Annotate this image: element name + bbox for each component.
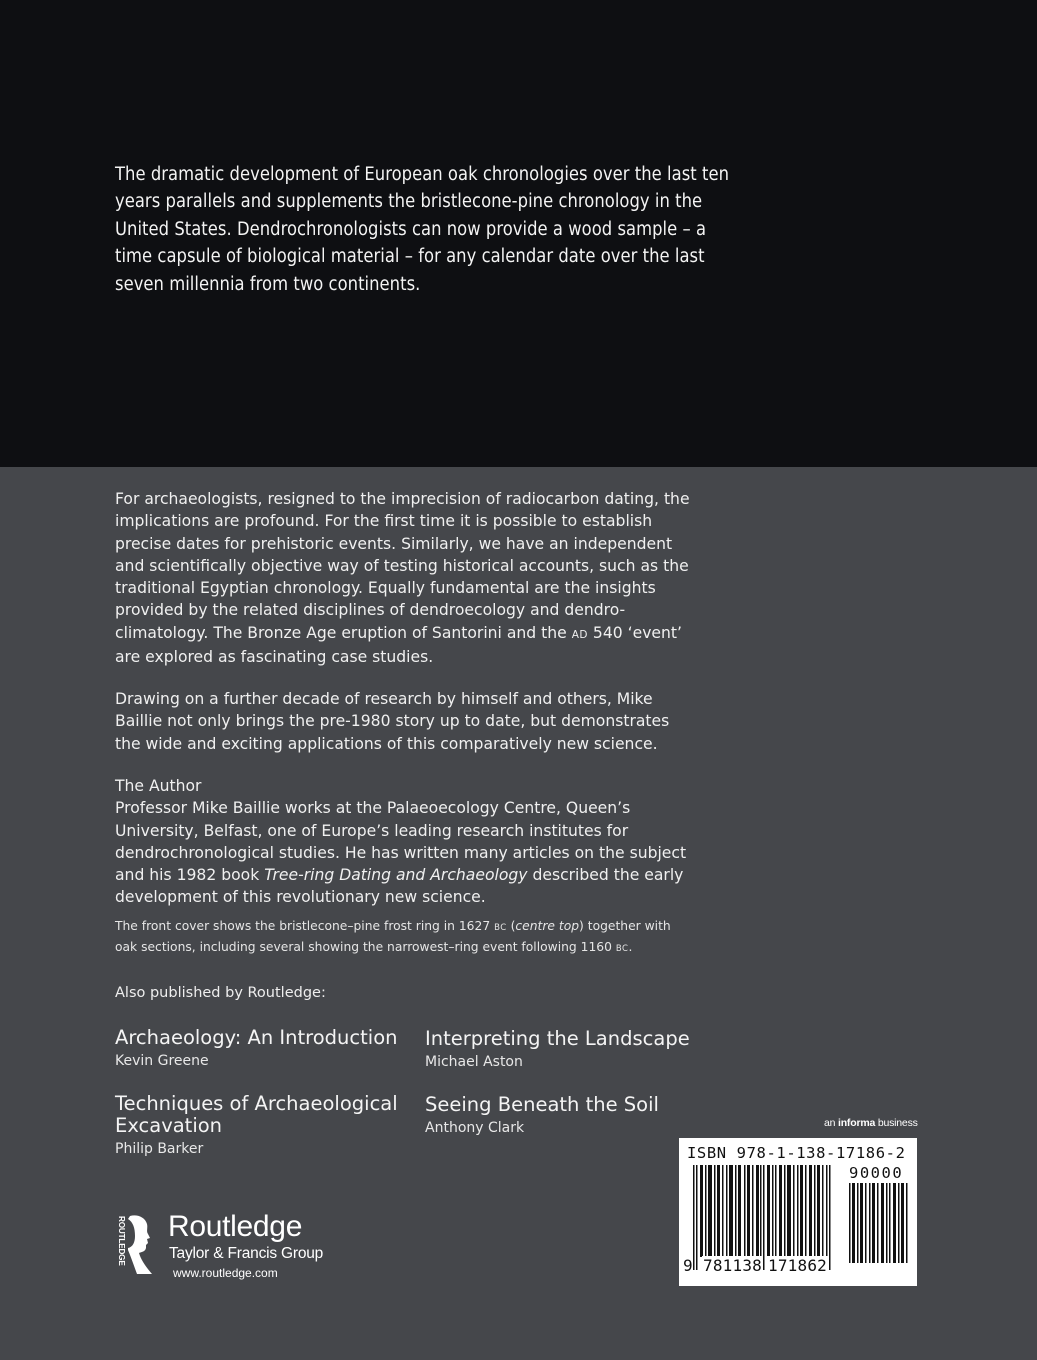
title-line: Interpreting the Landscape bbox=[425, 1027, 690, 1050]
ean13-bars-icon bbox=[693, 1165, 831, 1270]
related-book-title bbox=[115, 1027, 415, 1049]
text-line bbox=[115, 917, 715, 938]
text-fragment: 540 ‘event’ bbox=[587, 623, 682, 642]
author-bio bbox=[115, 775, 715, 909]
cover-credit bbox=[115, 917, 715, 958]
related-book-title bbox=[425, 1028, 725, 1050]
text-fragment: an bbox=[824, 1117, 838, 1129]
era-small-caps: BC bbox=[615, 943, 629, 954]
text-line: University, Belfast, one of Europe’s leading research institutes for bbox=[115, 821, 629, 840]
description-paragraph-2 bbox=[115, 688, 715, 755]
top-dark-panel bbox=[0, 0, 1037, 467]
routledge-logo bbox=[113, 1210, 343, 1285]
text-fragment: . bbox=[628, 939, 633, 954]
lead-line: years parallels and supplements the bristlecone-pine chronology in the bbox=[115, 191, 703, 213]
lead-line: seven millennia from two continents. bbox=[115, 273, 421, 295]
addon-bars-icon bbox=[849, 1183, 909, 1263]
svg-text:ROUTLEDGE: ROUTLEDGE bbox=[117, 1216, 126, 1266]
also-published-heading: Also published by Routledge: bbox=[115, 985, 326, 1001]
lead-line: The dramatic development of European oak chronologies over the last ten bbox=[115, 164, 729, 185]
related-book-author: Philip Barker bbox=[115, 1141, 204, 1157]
book-title-italic: Tree-ring Dating and Archaeology bbox=[264, 866, 528, 885]
price-addon-digits: 90000 bbox=[849, 1164, 904, 1182]
related-book bbox=[115, 1027, 415, 1071]
related-book-author: Anthony Clark bbox=[425, 1120, 525, 1136]
text-line: Baillie not only brings the pre-1980 story up to date, but demonstrates bbox=[115, 712, 670, 731]
related-book bbox=[425, 1094, 725, 1138]
related-book-title bbox=[115, 1093, 415, 1137]
related-book-author: Michael Aston bbox=[425, 1054, 523, 1070]
text-fragment: ( bbox=[506, 919, 516, 933]
text-line bbox=[115, 622, 715, 646]
barcode-left-digits: 781138 bbox=[703, 1256, 762, 1275]
text-line: dendrochronological studies. He has written many articles on the subject bbox=[115, 843, 687, 862]
title-line: Archaeology: An Introduction bbox=[115, 1026, 398, 1049]
description-paragraph-1 bbox=[115, 488, 715, 668]
related-book bbox=[115, 1093, 415, 1159]
informa-tagline bbox=[824, 1117, 918, 1129]
text-line: are explored as fascinating case studies. bbox=[115, 648, 434, 667]
text-line bbox=[115, 938, 715, 959]
publisher-group: Taylor & Francis Group bbox=[169, 1245, 324, 1262]
title-line: Excavation bbox=[115, 1114, 223, 1137]
text-fragment: climatology. The Bronze Age eruption of Santorini and the bbox=[115, 623, 572, 642]
text-fragment: ) together with bbox=[579, 919, 671, 933]
text-italic: centre top bbox=[515, 919, 580, 933]
text-line: and scientifically objective way of testing historical accounts, such as the bbox=[115, 556, 689, 575]
text-fragment: and his 1982 book bbox=[115, 866, 265, 885]
text-line: implications are profound. For the first time it is possible to establish bbox=[115, 512, 653, 531]
title-line: Seeing Beneath the Soil bbox=[425, 1093, 659, 1116]
text-line bbox=[115, 864, 715, 886]
text-line: Professor Mike Baillie works at the Palaeoecology Centre, Queen’s bbox=[115, 799, 631, 818]
text-line: the wide and exciting applications of this comparatively new science. bbox=[115, 734, 658, 753]
era-small-caps: AD bbox=[571, 628, 588, 641]
publisher-url: www.routledge.com bbox=[173, 1266, 278, 1280]
text-line: precise dates for prehistoric events. Similarly, we have an independent bbox=[115, 534, 673, 553]
text-line: provided by the related disciplines of dendroecology and dendro- bbox=[115, 601, 626, 620]
barcode-lead-digit: 9 bbox=[683, 1256, 693, 1275]
informa-brand: informa bbox=[838, 1117, 876, 1129]
era-small-caps: BC bbox=[494, 923, 507, 933]
title-line: Techniques of Archaeological bbox=[115, 1092, 398, 1115]
text-fragment: oak sections, including several showing the narrowest–ring event following 1160 bbox=[115, 939, 616, 954]
isbn-barcode bbox=[679, 1138, 917, 1286]
lead-paragraph bbox=[115, 161, 815, 298]
text-fragment: business bbox=[875, 1117, 918, 1129]
barcode-right-digits: 171862 bbox=[768, 1256, 827, 1275]
related-book bbox=[425, 1028, 725, 1072]
routledge-head-icon bbox=[113, 1214, 153, 1274]
lead-line: United States. Dendrochronologists can now provide a wood sample – a bbox=[115, 218, 707, 240]
lead-line: time capsule of biological material – for any calendar date over the last bbox=[115, 246, 705, 268]
text-fragment: The front cover shows the bristlecone–pine frost ring in 1627 bbox=[115, 919, 495, 933]
author-heading: The Author bbox=[115, 777, 202, 795]
related-book-title bbox=[425, 1094, 725, 1116]
isbn-label: ISBN 978-1-138-17186-2 bbox=[687, 1144, 906, 1162]
text-line: For archaeologists, resigned to the imprecision of radiocarbon dating, the bbox=[115, 490, 690, 508]
text-line: development of this revolutionary new science. bbox=[115, 888, 486, 907]
text-line: traditional Egyptian chronology. Equally fundamental are the insights bbox=[115, 579, 656, 598]
text-fragment: described the early bbox=[527, 866, 684, 885]
publisher-name: Routledge bbox=[168, 1210, 303, 1243]
text-line: Drawing on a further decade of research by himself and others, Mike bbox=[115, 690, 653, 708]
related-book-author: Kevin Greene bbox=[115, 1053, 209, 1069]
